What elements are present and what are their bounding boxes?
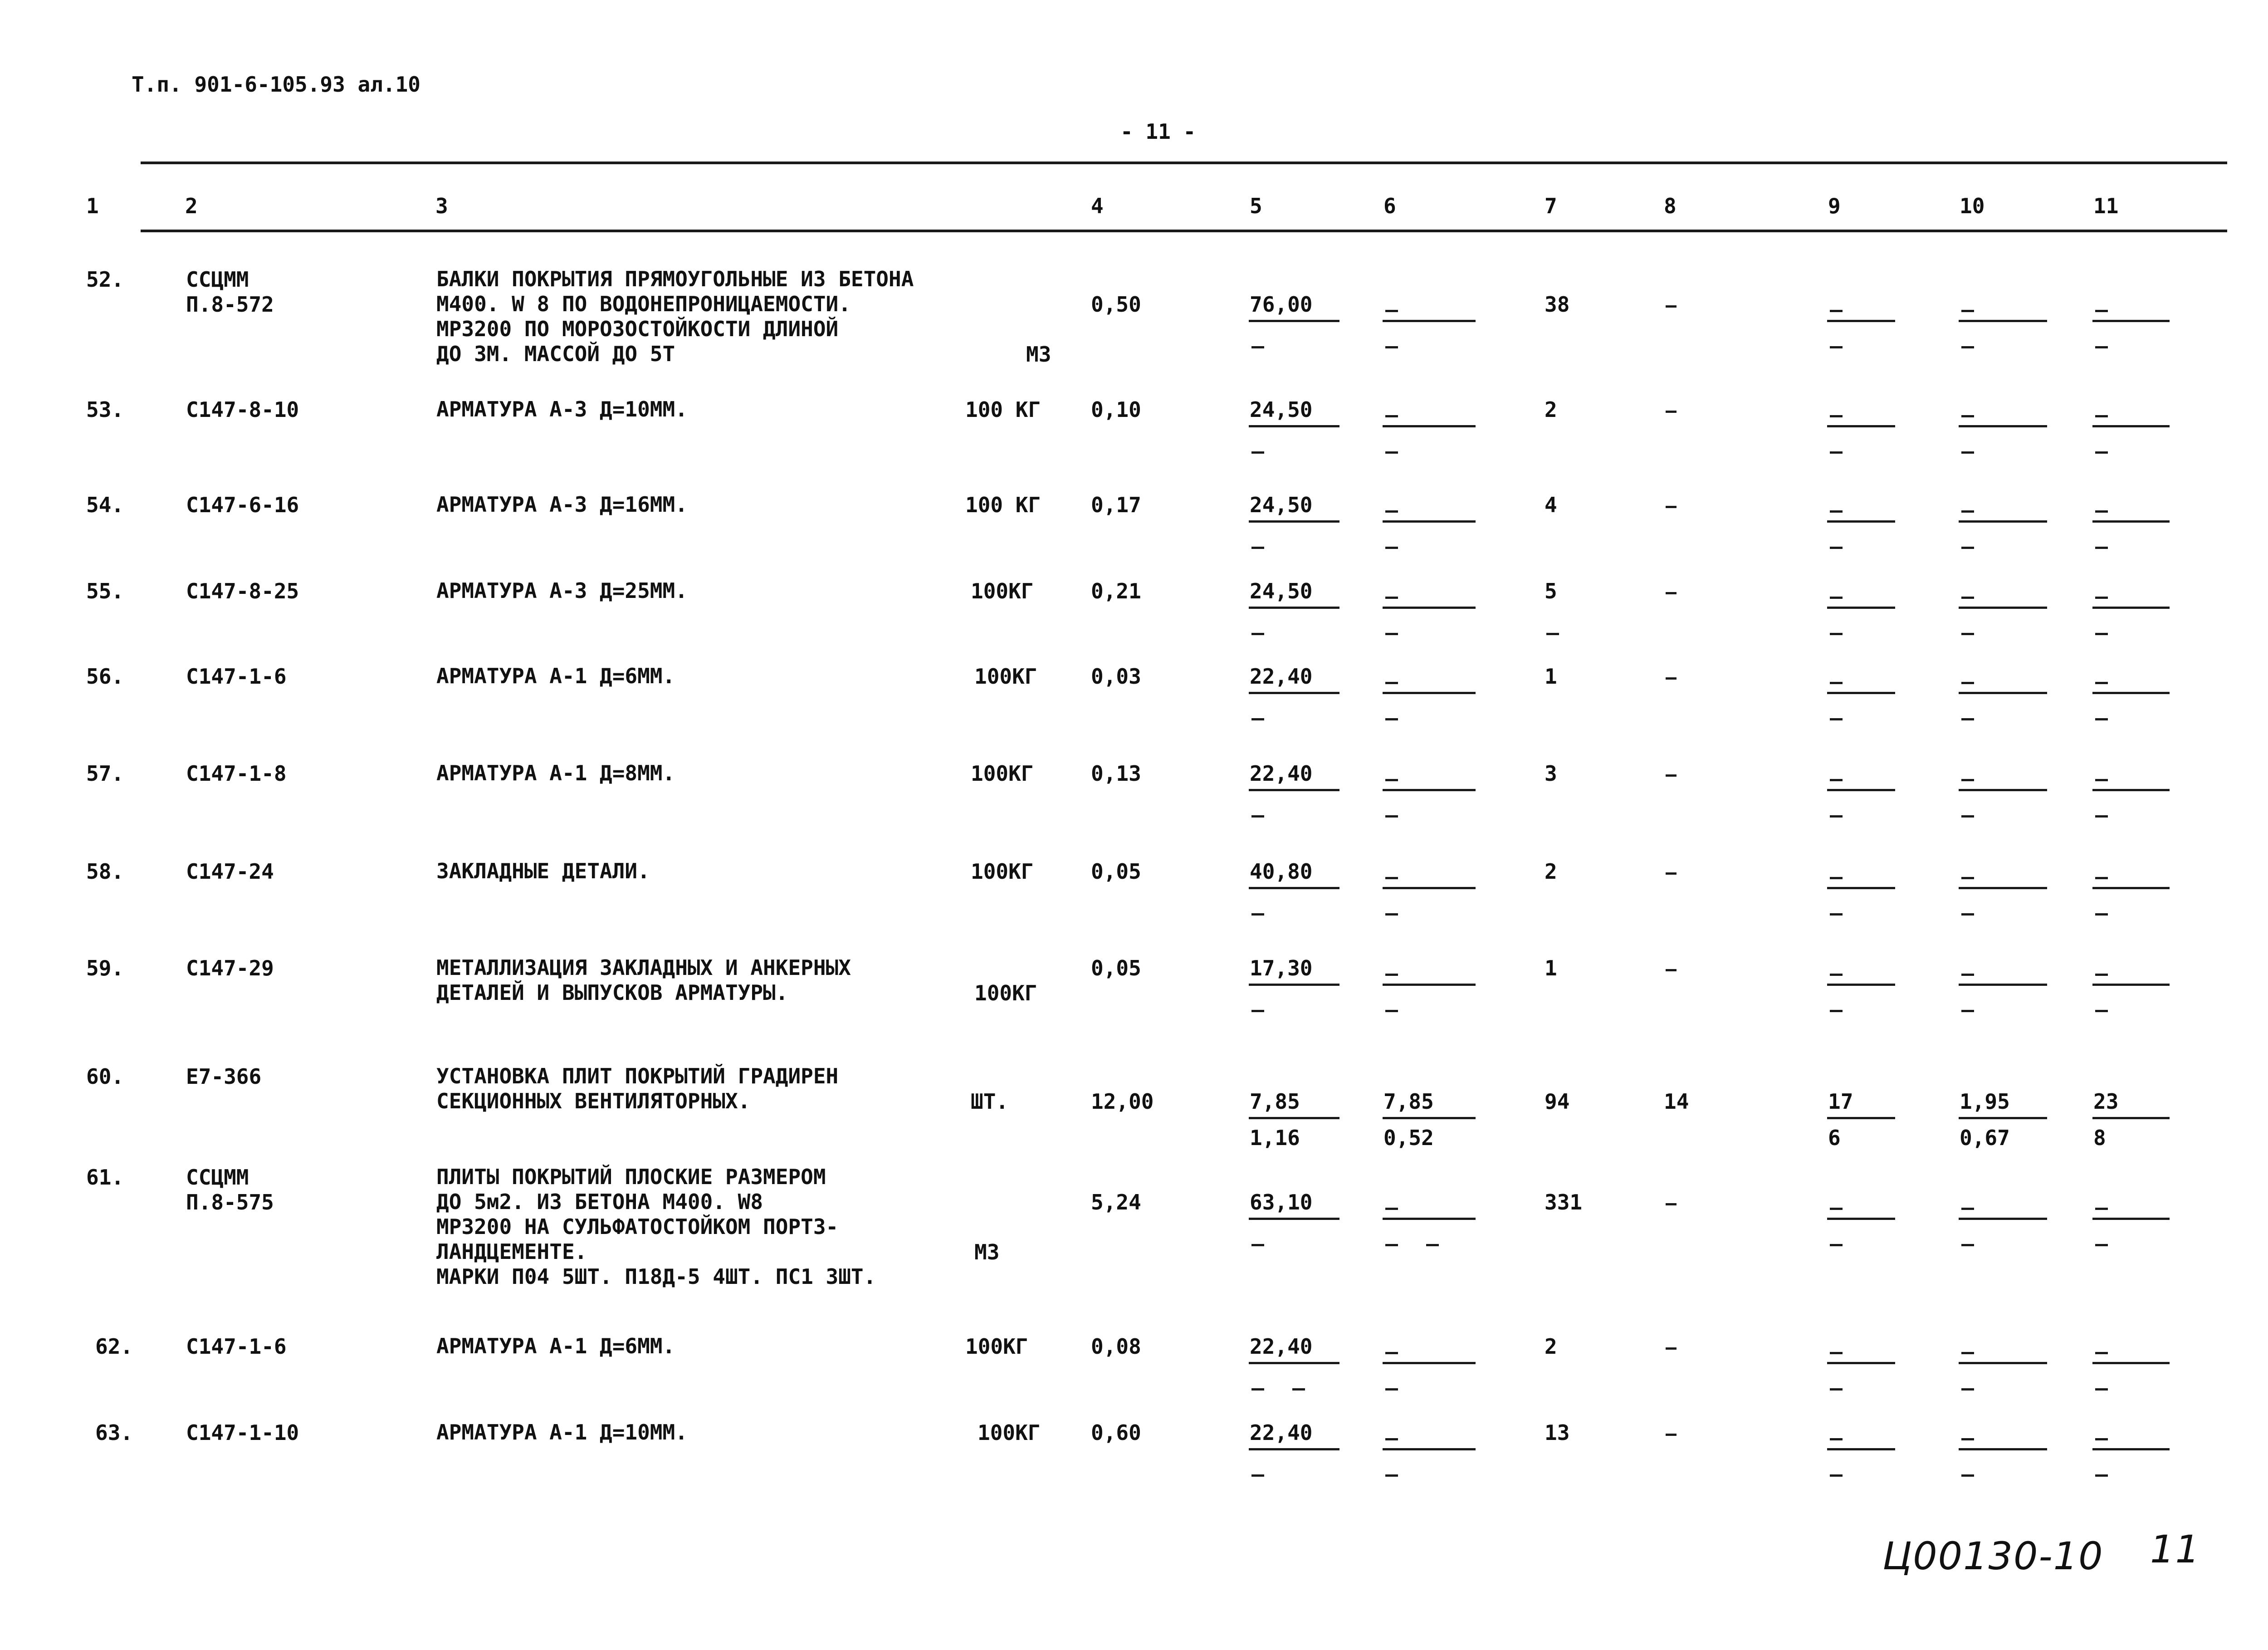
cell-c11-bottom: 8 [2093,1126,2106,1150]
cell-c9-top-dash [1830,1352,1843,1354]
cell-c6-top-dash [1385,597,1398,599]
cell-c11-fraction-line [2092,1218,2170,1220]
cell-c9-top-dash [1830,597,1843,599]
cell-c10-fraction-line [1959,1362,2047,1364]
cell-c5-fraction-line [1249,425,1339,427]
cell-c7: 1 [1545,664,1557,689]
cell-c11-top: 23 [2093,1089,2119,1114]
cell-c9-top-dash [1830,510,1843,513]
unit-of-measure: 100КГ [974,664,1037,689]
cell-c6-bottom-dash [1385,1010,1398,1012]
cell-c10-fraction-line [1959,1218,2047,1220]
row-number: 52. [86,267,124,292]
cell-c11-top-dash [2095,415,2108,417]
cell-c9-top-dash [1830,779,1843,781]
cell-c6-bottom-dash [1385,346,1398,348]
cell-c9-top-dash [1830,1438,1843,1440]
cell-c9-fraction-line [1827,320,1895,322]
cell-c9-bottom-dash [1830,346,1843,348]
column-header: 4 [1091,194,1104,218]
cell-c5-fraction-line [1249,607,1339,609]
cell-c5-top: 40,80 [1250,859,1313,884]
cell-c10-top-dash [1961,597,1974,599]
quantity: 12,00 [1091,1089,1154,1114]
quantity: 0,50 [1091,292,1141,317]
cell-c5-fraction-line [1249,1362,1339,1364]
cell-c5-bottom-dash [1251,718,1264,720]
cell-c11-fraction-line [2092,789,2170,791]
rate-code: П.8-575 [186,1190,274,1214]
cell-c8-dash [1666,774,1677,777]
work-description: МЕТАЛЛИЗАЦИЯ ЗАКЛАДНЫХ И АНКЕРНЫХ [436,955,851,980]
cell-c5-bottom: 1,16 [1250,1126,1300,1150]
work-description: БАЛКИ ПОКРЫТИЯ ПРЯМОУГОЛЬНЫЕ ИЗ БЕТОНА [436,267,914,291]
cell-c10-bottom-dash [1961,346,1974,348]
cell-c5-top: 22,40 [1250,1420,1313,1445]
cell-c11-top-dash [2095,510,2108,513]
row-number: 60. [86,1064,124,1089]
unit-of-measure: М3 [974,1240,1000,1264]
cell-c10-bottom-dash [1961,1388,1974,1391]
work-description: ДО 5м2. ИЗ БЕТОНА М400. W8 [436,1190,763,1214]
quantity: 0,05 [1091,956,1141,980]
cell-c9-top-dash [1830,310,1843,312]
cell-c6-bottom-dash [1385,451,1398,454]
cell-c7: 94 [1545,1089,1570,1114]
cell-c9-bottom-dash [1830,718,1843,720]
cell-c10-top-dash [1961,1208,1974,1210]
cell-c6-bottom-dash [1385,718,1398,720]
quantity: 0,03 [1091,664,1141,689]
cell-c10-fraction-line [1959,520,2047,523]
cell-c10-bottom: 0,67 [1960,1126,2010,1150]
cell-c11-fraction-line [2092,1117,2170,1119]
cell-c5-top: 7,85 [1250,1089,1300,1114]
cell-c5-fraction-line [1249,984,1339,986]
cell-c11-bottom-dash [2095,815,2108,818]
cell-c11-top-dash [2095,1208,2108,1210]
cell-c7: 1 [1545,956,1557,980]
cell-c6-top-dash [1385,1208,1398,1210]
work-description: ДО 3М. МАССОЙ ДО 5Т [436,342,675,366]
cell-c11-bottom-dash [2095,451,2108,454]
work-description: УСТАНОВКА ПЛИТ ПОКРЫТИЙ ГРАДИРЕН [436,1064,839,1088]
rate-code: С147-29 [186,956,274,980]
cell-c10-fraction-line [1959,887,2047,889]
cell-c10-top-dash [1961,415,1974,417]
cell-c9-top-dash [1830,974,1843,976]
cell-c9-fraction-line [1827,1218,1895,1220]
unit-of-measure: 100КГ [965,1334,1028,1359]
column-header: 8 [1664,194,1677,218]
cell-c6-bottom-dash [1385,633,1398,635]
cell-c7: 2 [1545,1334,1557,1359]
cell-c9-fraction-line [1827,984,1895,986]
cell-c9-bottom-dash [1830,1244,1843,1246]
cell-c5-bottom-dash [1251,1010,1264,1012]
cell-c6-fraction-line [1383,1362,1476,1364]
cell-c11-fraction-line [2092,1362,2170,1364]
cell-c7: 3 [1545,761,1557,786]
work-description: ДЕТАЛЕЙ И ВЫПУСКОВ АРМАТУРЫ. [436,980,788,1005]
quantity: 0,10 [1091,397,1141,422]
cell-c8-dash [1666,677,1677,680]
cell-c11-bottom-dash [2095,1244,2108,1246]
cell-c9-top-dash [1830,682,1843,684]
cell-c9-bottom-dash [1830,913,1843,916]
cell-c9-fraction-line [1827,887,1895,889]
work-description: МРЗ200 ПО МОРОЗОСТОЙКОСТИ ДЛИНОЙ [436,317,839,341]
cell-c6-fraction-line [1383,1218,1476,1220]
cell-c5-top: 63,10 [1250,1190,1313,1214]
quantity: 0,05 [1091,859,1141,884]
cell-c10-bottom-dash [1961,451,1974,454]
cell-c6-fraction-line [1383,320,1476,322]
cell-c11-bottom-dash [2095,346,2108,348]
cell-c6-bottom-dash [1385,913,1398,916]
cell-c5-fraction-line [1249,692,1339,694]
cell-c5-top: 76,00 [1250,292,1313,317]
cell-c11-bottom-dash [2095,913,2108,916]
cell-c6-bottom: 0,52 [1383,1126,1434,1150]
cell-c8-dash [1666,506,1677,508]
cell-c8-dash [1666,969,1677,971]
cell-c8-dash [1666,592,1677,594]
cell-c5-top: 24,50 [1250,579,1313,603]
row-number: 58. [86,859,124,884]
work-description: АРМАТУРА А-1 Д=6ММ. [436,664,675,688]
cell-c10-top-dash [1961,974,1974,976]
cell-c11-bottom-dash [2095,1474,2108,1477]
cell-c5-fraction-line [1249,520,1339,523]
cell-c5-bottom-dash [1251,1388,1264,1391]
row-number: 61. [86,1165,124,1190]
cell-c9-bottom: 6 [1828,1126,1841,1150]
column-header: 10 [1960,194,1985,218]
quantity: 0,21 [1091,579,1141,603]
cell-c6-fraction-line [1383,425,1476,427]
cell-c6-bottom-dash [1426,1244,1439,1246]
cell-c9-fraction-line [1827,789,1895,791]
cell-c8-dash [1666,1347,1677,1350]
work-description: ЛАНДЦЕМЕНТЕ. [436,1239,587,1264]
cell-c11-top-dash [2095,974,2108,976]
cell-c6-bottom-dash [1385,1474,1398,1477]
row-number: 63. [95,1420,133,1445]
cell-c6-top-dash [1385,1352,1398,1354]
cell-c7: 2 [1545,859,1557,884]
work-description: АРМАТУРА А-3 Д=10ММ. [436,397,688,421]
unit-of-measure: 100КГ [974,981,1037,1005]
work-description: АРМАТУРА А-1 Д=8ММ. [436,761,675,785]
cell-c6-top-dash [1385,682,1398,684]
cell-c11-top-dash [2095,310,2108,312]
cell-c9-fraction-line [1827,1362,1895,1364]
column-header: 3 [435,194,448,218]
cell-c9-fraction-line [1827,1117,1895,1119]
cell-c7-bottom-dash [1546,633,1559,635]
cell-c9-fraction-line [1827,607,1895,609]
cell-c10-bottom-dash [1961,1244,1974,1246]
rate-code: С147-8-25 [186,579,299,603]
cell-c11-fraction-line [2092,320,2170,322]
cell-c9-bottom-dash [1830,451,1843,454]
work-description: СЕКЦИОННЫХ ВЕНТИЛЯТОРНЫХ. [436,1089,751,1113]
handwritten-page-number: 11 [2150,1527,2200,1572]
cell-c10-fraction-line [1959,607,2047,609]
cell-c9-bottom-dash [1830,547,1843,549]
column-header: 9 [1828,194,1841,218]
cell-c10-bottom-dash [1961,1474,1974,1477]
cell-c9-top-dash [1830,1208,1843,1210]
cell-c7: 13 [1545,1420,1570,1445]
unit-of-measure: 100 КГ [965,397,1041,422]
cell-c7: 5 [1545,579,1557,603]
cell-c7: 38 [1545,292,1570,317]
cell-c11-top-dash [2095,682,2108,684]
page-number: - 11 - [1120,119,1196,144]
unit-of-measure: 100КГ [971,859,1034,884]
row-number: 57. [86,761,124,786]
cell-c11-top-dash [2095,1352,2108,1354]
cell-c10-top-dash [1961,779,1974,781]
cell-c5-fraction-line [1249,789,1339,791]
cell-c10-fraction-line [1959,320,2047,322]
column-header: 7 [1545,194,1557,218]
rate-code: Е7-366 [186,1064,262,1089]
cell-c11-fraction-line [2092,692,2170,694]
unit-of-measure: М3 [1026,342,1051,367]
cell-c10-fraction-line [1959,1117,2047,1119]
cell-c6-fraction-line [1383,1117,1476,1119]
cell-c9-bottom-dash [1830,1388,1843,1391]
cell-c7: 331 [1545,1190,1583,1214]
work-description: АРМАТУРА А-1 Д=6ММ. [436,1334,675,1358]
cell-c10-bottom-dash [1961,547,1974,549]
cell-c9-fraction-line [1827,1448,1895,1450]
cell-c10-top-dash [1961,310,1974,312]
unit-of-measure: 100КГ [971,579,1034,603]
row-number: 59. [86,956,124,980]
cell-c9-fraction-line [1827,692,1895,694]
column-header: 1 [86,194,99,218]
rate-code: С147-1-6 [186,664,287,689]
cell-c5-bottom-dash [1251,547,1264,549]
row-number: 56. [86,664,124,689]
cell-c10-top: 1,95 [1960,1089,2010,1114]
cell-c11-bottom-dash [2095,547,2108,549]
cell-c11-top-dash [2095,597,2108,599]
cell-c9-bottom-dash [1830,633,1843,635]
cell-c11-fraction-line [2092,984,2170,986]
work-description: М400. W 8 ПО ВОДОНЕПРОНИЦАЕМОСТИ. [436,292,851,316]
rate-code: С147-6-16 [186,493,299,517]
cell-c6-bottom-dash [1385,1244,1398,1246]
rate-code: С147-24 [186,859,274,884]
cell-c10-top-dash [1961,1438,1974,1440]
cell-c6-top-dash [1385,877,1398,879]
cell-c6-bottom-dash [1385,815,1398,818]
cell-c11-fraction-line [2092,520,2170,523]
cell-c5-top: 24,50 [1250,493,1313,517]
cell-c5-bottom-dash [1292,1388,1305,1391]
cell-c6-top-dash [1385,974,1398,976]
cell-c10-top-dash [1961,510,1974,513]
rate-code: С147-1-10 [186,1420,299,1445]
cell-c11-bottom-dash [2095,633,2108,635]
column-header: 2 [185,194,198,218]
cell-c5-fraction-line [1249,1218,1339,1220]
cell-c11-fraction-line [2092,887,2170,889]
cell-c9-bottom-dash [1830,1474,1843,1477]
cell-c9-top-dash [1830,415,1843,417]
rate-code: ССЦММ [186,267,249,292]
quantity: 0,08 [1091,1334,1141,1359]
cell-c10-bottom-dash [1961,1010,1974,1012]
row-number: 54. [86,493,124,517]
cell-c8: 14 [1664,1089,1689,1114]
cell-c5-fraction-line [1249,887,1339,889]
cell-c11-top-dash [2095,1438,2108,1440]
cell-c6-top-dash [1385,1438,1398,1440]
quantity: 5,24 [1091,1190,1141,1214]
row-number: 55. [86,579,124,603]
cell-c6-bottom-dash [1385,547,1398,549]
cell-c6-top-dash [1385,779,1398,781]
cell-c6-fraction-line [1383,984,1476,986]
cell-c5-bottom-dash [1251,633,1264,635]
cell-c9-fraction-line [1827,520,1895,523]
cell-c10-top-dash [1961,682,1974,684]
cell-c11-fraction-line [2092,425,2170,427]
cell-c6-top-dash [1385,510,1398,513]
cell-c6-fraction-line [1383,607,1476,609]
cell-c7: 4 [1545,493,1557,517]
unit-of-measure: 100КГ [978,1420,1041,1445]
cell-c5-top: 24,50 [1250,397,1313,422]
quantity: 0,13 [1091,761,1141,786]
cell-c5-bottom-dash [1251,451,1264,454]
cell-c5-top: 22,40 [1250,664,1313,689]
cell-c10-fraction-line [1959,425,2047,427]
unit-of-measure: ШТ. [971,1089,1009,1114]
cell-c9-top: 17 [1828,1089,1853,1114]
header-bottom-rule [141,230,2227,232]
cell-c8-dash [1666,305,1677,308]
cell-c5-bottom-dash [1251,815,1264,818]
cell-c10-bottom-dash [1961,815,1974,818]
rate-code: С147-1-6 [186,1334,287,1359]
cell-c10-fraction-line [1959,1448,2047,1450]
cell-c6-fraction-line [1383,789,1476,791]
cell-c11-top-dash [2095,779,2108,781]
cell-c10-bottom-dash [1961,913,1974,916]
handwritten-code: Ц00130-10 [1882,1534,2104,1578]
column-header: 5 [1250,194,1262,218]
cell-c6-top-dash [1385,310,1398,312]
rate-code: П.8-572 [186,292,274,317]
row-number: 53. [86,397,124,422]
cell-c6-bottom-dash [1385,1388,1398,1391]
cell-c10-top-dash [1961,1352,1974,1354]
cell-c11-top-dash [2095,877,2108,879]
unit-of-measure: 100 КГ [965,493,1041,517]
cell-c8-dash [1666,1203,1677,1205]
cell-c8-dash [1666,872,1677,875]
cell-c5-fraction-line [1249,1448,1339,1450]
rate-code: С147-1-8 [186,761,287,786]
cell-c6-fraction-line [1383,1448,1476,1450]
unit-of-measure: 100КГ [971,761,1034,786]
cell-c10-bottom-dash [1961,718,1974,720]
rate-code: С147-8-10 [186,397,299,422]
work-description: АРМАТУРА А-1 Д=10ММ. [436,1420,688,1444]
cell-c11-fraction-line [2092,607,2170,609]
cell-c5-bottom-dash [1251,1474,1264,1477]
cell-c5-bottom-dash [1251,346,1264,348]
work-description: АРМАТУРА А-3 Д=25ММ. [436,578,688,603]
cell-c10-fraction-line [1959,789,2047,791]
row-number: 62. [95,1334,133,1359]
cell-c11-bottom-dash [2095,718,2108,720]
cell-c5-bottom-dash [1251,1244,1264,1246]
cell-c5-fraction-line [1249,320,1339,322]
cell-c6-fraction-line [1383,520,1476,523]
cell-c11-bottom-dash [2095,1010,2108,1012]
column-header: 11 [2093,194,2119,218]
quantity: 0,17 [1091,493,1141,517]
cell-c11-fraction-line [2092,1448,2170,1450]
header-top-rule [141,162,2227,164]
cell-c6-top-dash [1385,415,1398,417]
quantity: 0,60 [1091,1420,1141,1445]
cell-c7: 2 [1545,397,1557,422]
column-header: 6 [1383,194,1396,218]
cell-c9-bottom-dash [1830,1010,1843,1012]
doc-reference: Т.п. 901-6-105.93 ал.10 [132,72,420,97]
work-description: МАРКИ П04 5ШТ. П18Д-5 4ШТ. ПС1 3ШТ. [436,1264,876,1289]
cell-c5-bottom-dash [1251,913,1264,916]
cell-c6-top: 7,85 [1383,1089,1434,1114]
cell-c9-fraction-line [1827,425,1895,427]
cell-c8-dash [1666,1434,1677,1436]
cell-c10-top-dash [1961,877,1974,879]
cell-c5-top: 22,40 [1250,1334,1313,1359]
cell-c9-bottom-dash [1830,815,1843,818]
cell-c6-fraction-line [1383,692,1476,694]
rate-code: ССЦММ [186,1165,249,1190]
cell-c5-top: 22,40 [1250,761,1313,786]
cell-c6-fraction-line [1383,887,1476,889]
cell-c5-fraction-line [1249,1117,1339,1119]
work-description: ЗАКЛАДНЫЕ ДЕТАЛИ. [436,859,650,883]
work-description: ПЛИТЫ ПОКРЫТИЙ ПЛОСКИЕ РАЗМЕРОМ [436,1165,826,1189]
cell-c11-bottom-dash [2095,1388,2108,1391]
cell-c9-top-dash [1830,877,1843,879]
cell-c8-dash [1666,411,1677,413]
work-description: АРМАТУРА А-3 Д=16ММ. [436,492,688,517]
cell-c10-fraction-line [1959,692,2047,694]
work-description: МРЗ200 НА СУЛЬФАТОСТОЙКОМ ПОРТЗ- [436,1214,839,1239]
cell-c10-bottom-dash [1961,633,1974,635]
cell-c5-top: 17,30 [1250,956,1313,980]
cell-c10-fraction-line [1959,984,2047,986]
